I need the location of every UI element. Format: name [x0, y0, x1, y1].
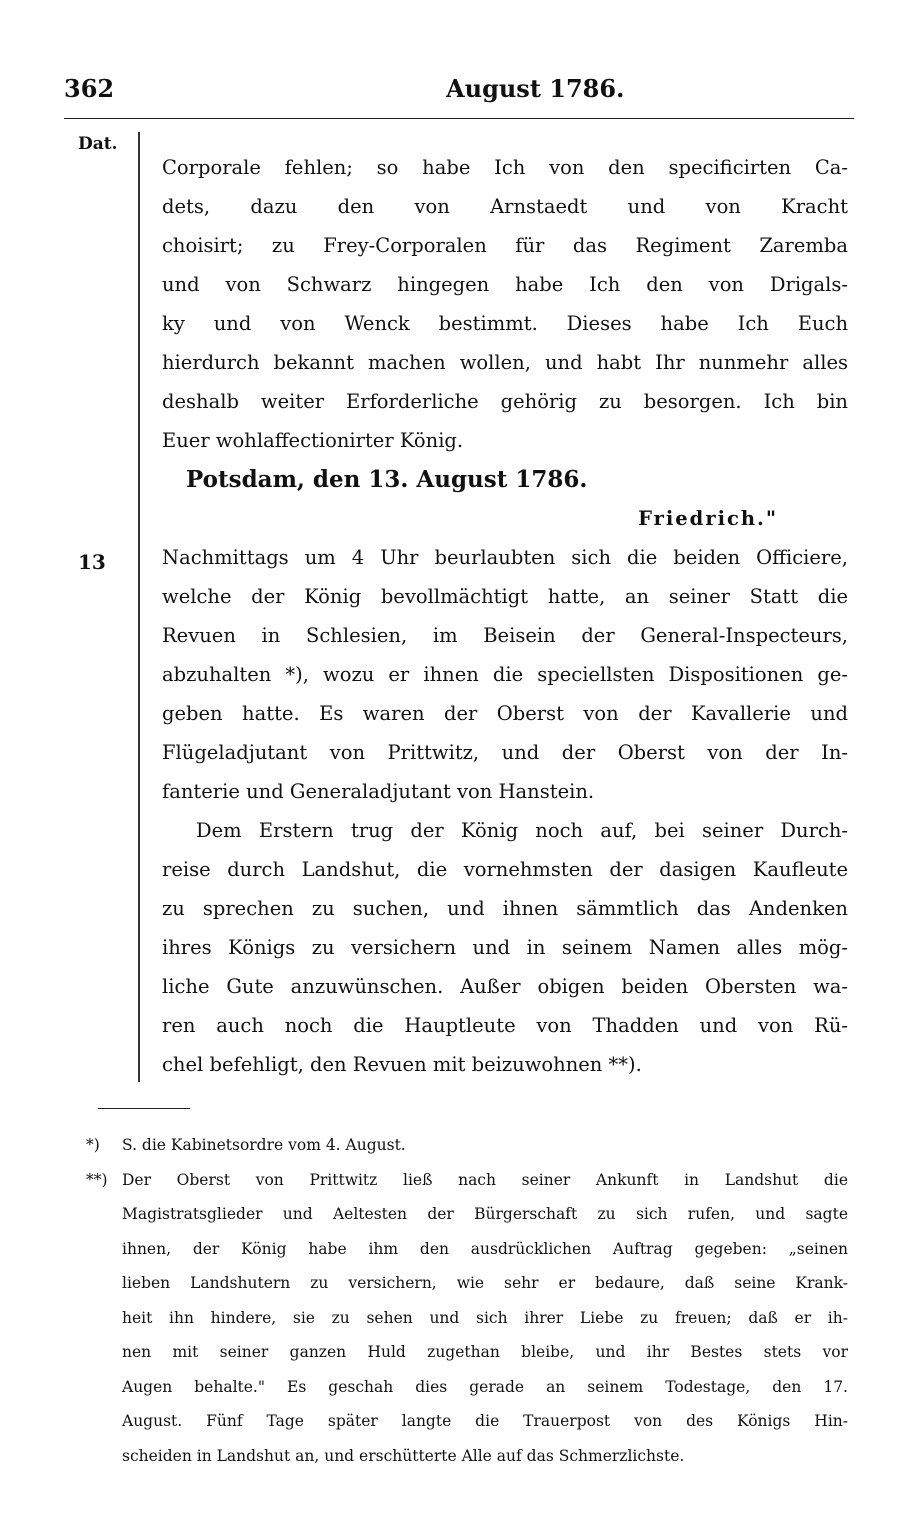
- text-line: welche der König bevollmächtigt hatte, an seiner Statt die: [162, 585, 848, 608]
- footnote-line: lieben Landshutern zu versichern, wie sehr er bedaure, daß seine Krank-: [122, 1274, 848, 1292]
- footnote-line: nen mit seiner ganzen Huld zugethan bleibe, und ihr Bestes stets vor: [122, 1343, 848, 1361]
- footnote-line: ihnen, der König habe ihm den ausdrücklichen Auftrag gegeben: „seinen: [122, 1239, 848, 1258]
- footnote-1: [86, 1128, 848, 1163]
- footnote-line: August. Fünf Tage später langte die Trauerpost von des Königs Hin-: [122, 1412, 848, 1430]
- text-line: ren auch noch die Hauptleute von Thadden und von Rü-: [162, 1014, 848, 1037]
- text-line: hierdurch bekannt machen wollen, und habt Ihr nunmehr alles: [162, 351, 848, 374]
- text-line: ky und von Wenck bestimmt. Dieses habe Ich Euch: [162, 312, 848, 335]
- text-line: Nachmittags um 4 Uhr beurlaubten sich die beiden Officiere,: [162, 546, 848, 569]
- dat-label: Dat.: [78, 134, 118, 154]
- text-line: und von Schwarz hingegen habe Ich den von Drigals-: [162, 273, 848, 296]
- footnote-mark: *): [86, 1136, 100, 1154]
- footnote-mark: **): [86, 1170, 108, 1189]
- main-text: [162, 148, 848, 1084]
- text-line: liche Gute anzuwünschen. Außer obigen beiden Obersten wa-: [162, 975, 848, 998]
- text-line: Dem Erstern trug der König noch auf, bei seiner Durch-: [196, 819, 848, 842]
- text-line: choisirt; zu Frey-Corporalen für das Regiment Zaremba: [162, 234, 848, 257]
- margin-divider: [138, 132, 140, 1082]
- date-line: Potsdam, den 13. August 1786.: [186, 466, 588, 493]
- text-line: reise durch Landshut, die vornehmsten der dasigen Kaufleute: [162, 858, 848, 881]
- running-title: August 1786.: [446, 74, 625, 103]
- page-header: [64, 74, 854, 114]
- date-margin-column: [64, 132, 138, 1082]
- text-line: zu sprechen zu suchen, und ihnen sämmtlich das Andenken: [162, 897, 848, 920]
- footnote-rule: [98, 1108, 190, 1109]
- page-number: 362: [64, 74, 115, 103]
- text-line: Euer wohlaffectionirter König.: [162, 429, 464, 452]
- text-line: dets, dazu den von Arnstaedt und von Kracht: [162, 195, 848, 218]
- signature: Friedrich.": [638, 507, 778, 530]
- text-line: geben hatte. Es waren der Oberst von der Kavallerie und: [162, 702, 848, 725]
- footnote-text: S. die Kabinetsordre vom 4. August.: [122, 1136, 406, 1154]
- text-line: Corporale fehlen; so habe Ich von den specificirten Ca-: [162, 156, 848, 179]
- footnote-line: Augen behalte." Es geschah dies gerade an seinem Todestage, den 17.: [122, 1377, 848, 1396]
- footnote-text: Der Oberst von Prittwitz ließ nach seiner Ankunft in Landshut die: [122, 1170, 848, 1189]
- text-line: Flügeladjutant von Prittwitz, und der Oberst von der In-: [162, 741, 848, 764]
- footnote-line: heit ihn hindere, sie zu sehen und sich ihrer Liebe zu freuen; daß er ih-: [122, 1308, 848, 1327]
- footnote-2-first-line: [86, 1163, 848, 1198]
- text-line: deshalb weiter Erforderliche gehörig zu besorgen. Ich bin: [162, 390, 848, 413]
- footnote-line: Magistratsglieder und Aeltesten der Bürgerschaft zu sich rufen, und sagte: [122, 1205, 848, 1223]
- text-line: abzuhalten *), wozu er ihnen die speciellsten Dispositionen ge-: [162, 663, 848, 686]
- text-line: fanterie und Generaladjutant von Hanstein.: [162, 780, 595, 803]
- text-line: chel befehligt, den Revuen mit beizuwohnen **).: [162, 1053, 642, 1076]
- text-line: ihres Königs zu versichern und in seinem Namen alles mög-: [162, 936, 848, 959]
- footnote-line: scheiden in Landshut an, und erschütterte Alle auf das Schmerzlichste.: [122, 1446, 685, 1465]
- day-label: 13: [78, 550, 106, 574]
- text-line: Revuen in Schlesien, im Beisein der General-Inspecteurs,: [162, 624, 848, 647]
- footnotes: [86, 1128, 848, 1473]
- header-rule: [64, 118, 854, 119]
